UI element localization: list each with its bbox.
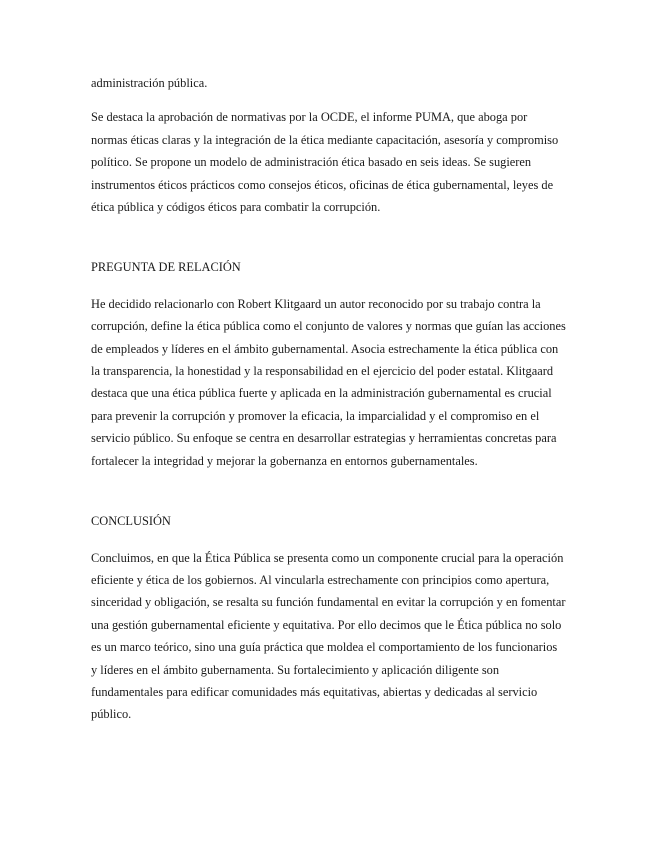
intro-paragraph: Se destaca la aprobación de normativas por la OCDE, el informe PUMA, que aboga por normas éticas claras y la integración de la ética mediante capacitación, asesoría y compromiso político. Se propone un modelo de administración ética basado en seis ideas. Se sugieren instrumentos éticos prácticos como consejos éticos, oficinas de ética gubernamental, leyes de ética pública y códigos éticos para combatir la corrupción. — [91, 110, 559, 215]
continued-paragraph: administración pública. — [91, 76, 208, 90]
relation-paragraph: He decidido relacionarlo con Robert Klitgaard un autor reconocido por su trabajo contra la corrupción, define la ética pública como el conjunto de valores y normas que guían las acciones de empleados y líderes en el ámbito gubernamental. Asocia estrechamente la ética pública con la transparencia, la honestidad y la responsabilidad en el ejercicio del poder estatal. Klitgaard destaca que una ética pública fuerte y aplicada en la administración gubernamental es crucial para prevenir la corrupción y promover la eficacia, la imparcialidad y el compromiso en el servicio público. Su enfoque se centra en desarrollar estrategias y herramientas concretas para fortalecer la integridad y mejorar la gobernanza en entornos gubernamentales. — [91, 296, 566, 468]
section-heading-conclusion: CONCLUSIÓN — [91, 514, 171, 529]
section-heading-relation: PREGUNTA DE RELACIÓN — [91, 260, 241, 275]
conclusion-paragraph: Concluimos, en que la Ética Pública se presenta como un componente crucial para la operación eficiente y ética de los gobiernos. Al vincularla estrechamente con principios como apertura, sinceridad y obligación, se resalta su función fundamental en evitar la corrupción y en fomentar una gestión gubernamental eficiente y equitativa. Por ello decimos que le Ética pública no solo es un marco teórico, sino una guía práctica que moldea el comportamiento de los funcionarios y líderes en el ámbito gubernamenta. Su fortalecimiento y aplicación diligente son fundamentales para edificar comunidades más equitativas, abiertas y dedicadas al servicio público. — [91, 550, 566, 722]
document-body — [91, 72, 566, 726]
